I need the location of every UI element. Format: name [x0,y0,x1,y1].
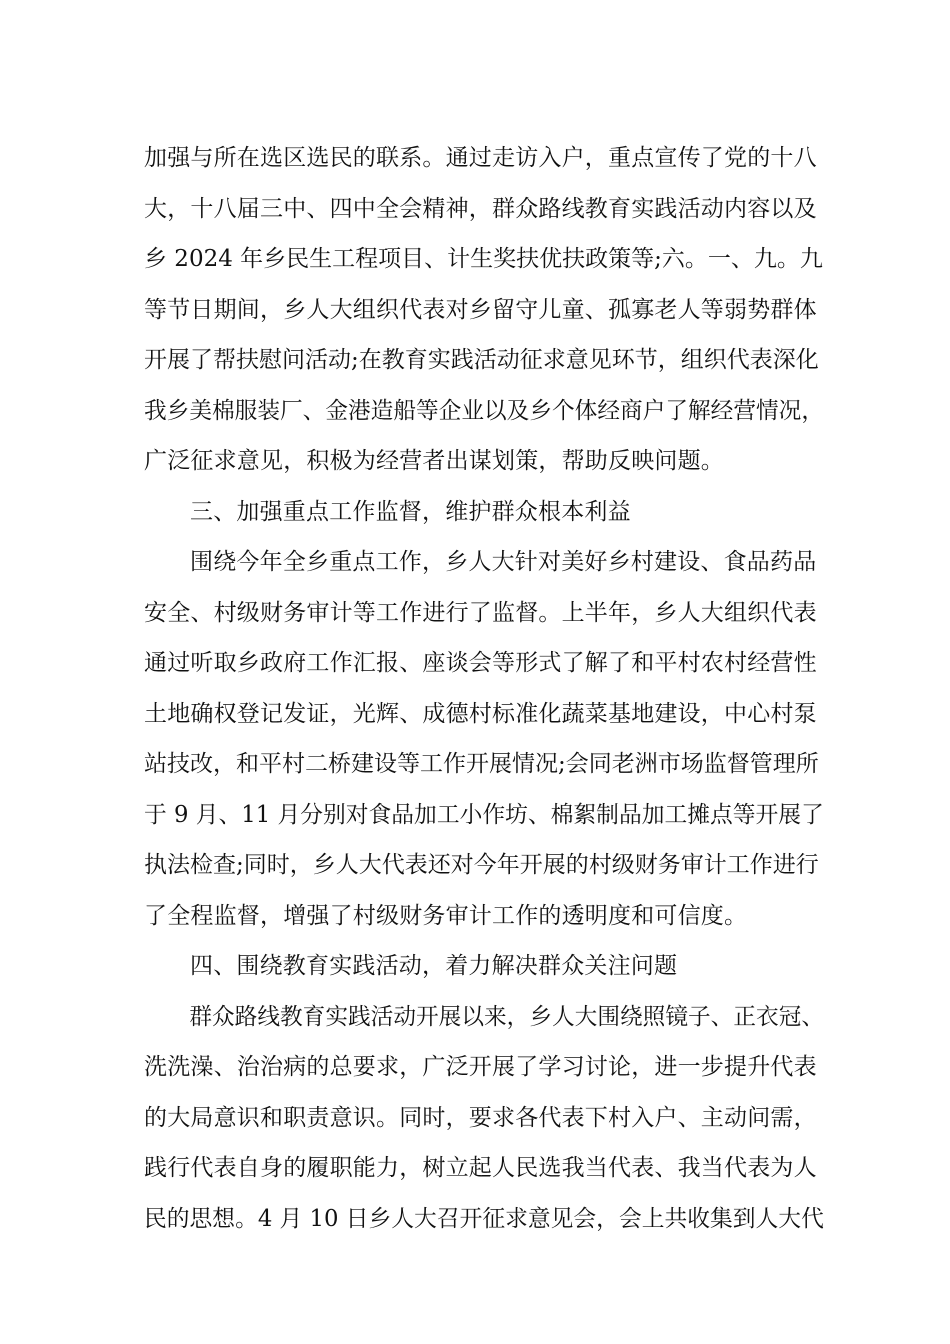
text-line: 大，十八届三中、四中全会精神，群众路线教育实践活动内容以及 [144,195,817,222]
text-line: 土地确权登记发证，光辉、成德村标准化蔬菜基地建设，中心村泵 [144,700,817,727]
text-line: 的大局意识和职责意识。同时，要求各代表下村入户、主动问需， [144,1104,817,1131]
text-line: 等节日期间，乡人大组织代表对乡留守儿童、孤寡老人等弱势群体 [144,296,817,323]
text-line: 开展了帮扶慰问活动;在教育实践活动征求意见环节，组织代表深化 [144,347,819,373]
text-line: 执法检查;同时，乡人大代表还对今年开展的村级财务审计工作进行 [144,852,819,878]
paragraph-first-line: 群众路线教育实践活动开展以来，乡人大围绕照镜子、正衣冠、 [189,1003,825,1030]
text-line: 我乡美棉服装厂、金港造船等企业以及乡个体经商户了解经营情况， [144,397,824,424]
text-line: 践行代表自身的履职能力，树立起人民选我当代表、我当代表为人 [144,1155,817,1181]
text-line: 安全、村级财务审计等工作进行了监督。上半年，乡人大组织代表 [144,599,817,626]
text-line: 站技改，和平村二桥建设等工作开展情况;会同老洲市场监督管理所 [144,751,819,777]
document-body [144,133,824,1244]
text-line: 广泛征求意见，积极为经营者出谋划策，帮助反映问题。 [144,448,724,474]
text-line: 于 9 月、11 月分别对食品加工小作坊、棉絮制品加工摊点等开展了 [144,801,824,828]
text-line: 通过听取乡政府工作汇报、座谈会等形式了解了和平村农村经营性 [144,650,817,676]
text-line: 洗洗澡、治治病的总要求，广泛开展了学习讨论，进一步提升代表 [144,1054,817,1080]
paragraph-first-line: 四、围绕教育实践活动，着力解决群众关注问题 [190,953,678,979]
text-line: 加强与所在选区选民的联系。通过走访入户，重点宣传了党的十八 [144,145,817,171]
text-line: 了全程监督，增强了村级财务审计工作的透明度和可信度。 [144,902,748,929]
text-line: 乡 2024 年乡民生工程项目、计生奖扶优扶政策等;六。一、九。九 [144,246,823,272]
paragraph-first-line: 围绕今年全乡重点工作，乡人大针对美好乡村建设、食品药品 [190,549,817,575]
text-line: 民的思想。4 月 10 日乡人大召开征求意见会，会上共收集到人大代 [144,1205,824,1232]
paragraph-first-line: 三、加强重点工作监督，维护群众根本利益 [190,498,631,525]
